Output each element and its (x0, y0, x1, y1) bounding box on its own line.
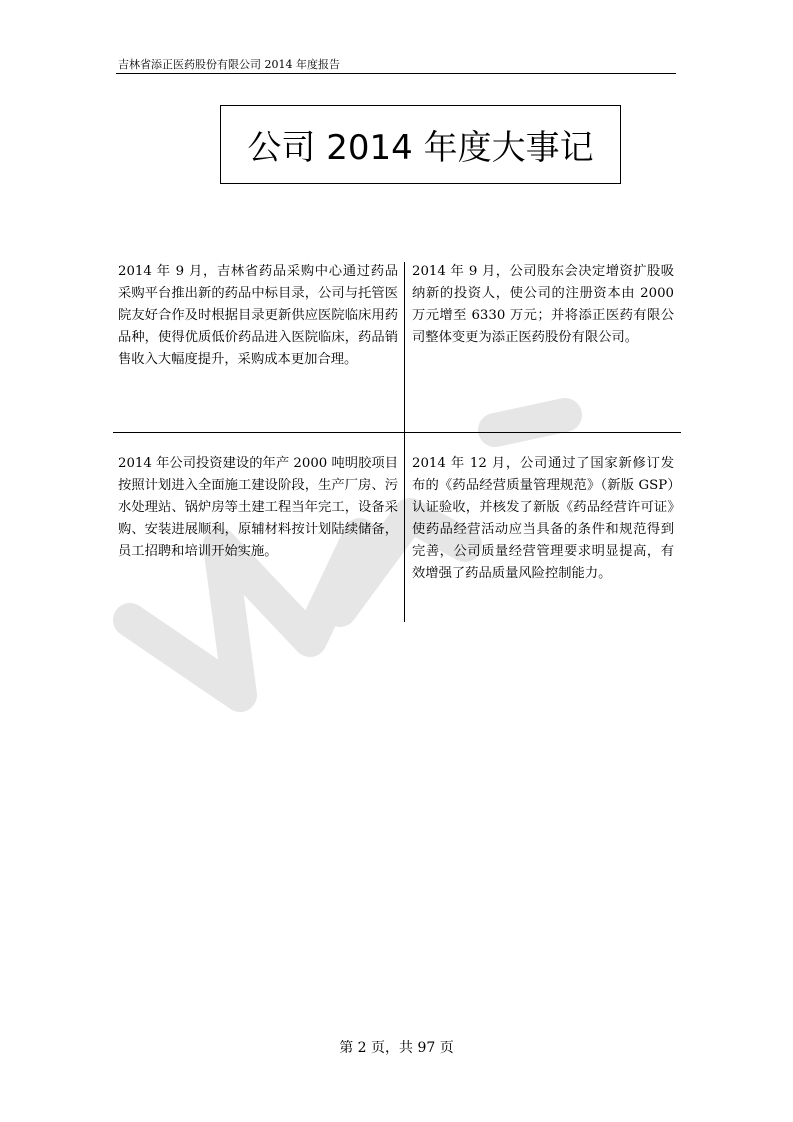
header-divider (116, 73, 676, 74)
event-cell: 2014 年公司投资建设的年产 2000 吨明胶项目按照计划进入全面施工建设阶段，生产厂房、污水处理站、锅炉房等土建工程当年完工，设备采购、安装进展顺利，原辅材料按计划陆续储备，员工招聘和培训开始实施。 (118, 456, 398, 559)
page-number: 第 2 页，共 97 页 (339, 1040, 454, 1056)
page-title: 公司 2014 年度大事记 (220, 105, 621, 184)
vertical-divider (404, 262, 405, 432)
event-cell: 2014 年 12 月，公司通过了国家新修订发布的《药品经营质量管理规范》（新版 GSP）认证验收，并核发了新版《药品经营许可证》使药品经营活动应当具备的条件和规范得到完善，公司质量经营管理要求明显提高，有效增强了药品质量风险控制能力。 (412, 456, 674, 581)
event-cell: 2014 年 9 月，公司股东会决定增资扩股吸纳新的投资人，使公司的注册资本由 2000 万元增至 6330 万元；并将添正医药有限公司整体变更为添正医药股份有限公司。 (412, 264, 674, 345)
event-cell: 2014 年 9 月，吉林省药品采购中心通过药品采购平台推出新的药品中标目录，公司与托管医院友好合作及时根据目录更新供应医院临床用药品种，使得优质低价药品进入医院临床，药品销售收入大幅度提升，采购成本更加合理。 (118, 264, 398, 367)
vertical-divider (404, 433, 405, 622)
report-header-text: 吉林省添正医药股份有限公司 2014 年度报告 (118, 58, 340, 71)
horizontal-divider (113, 432, 681, 433)
